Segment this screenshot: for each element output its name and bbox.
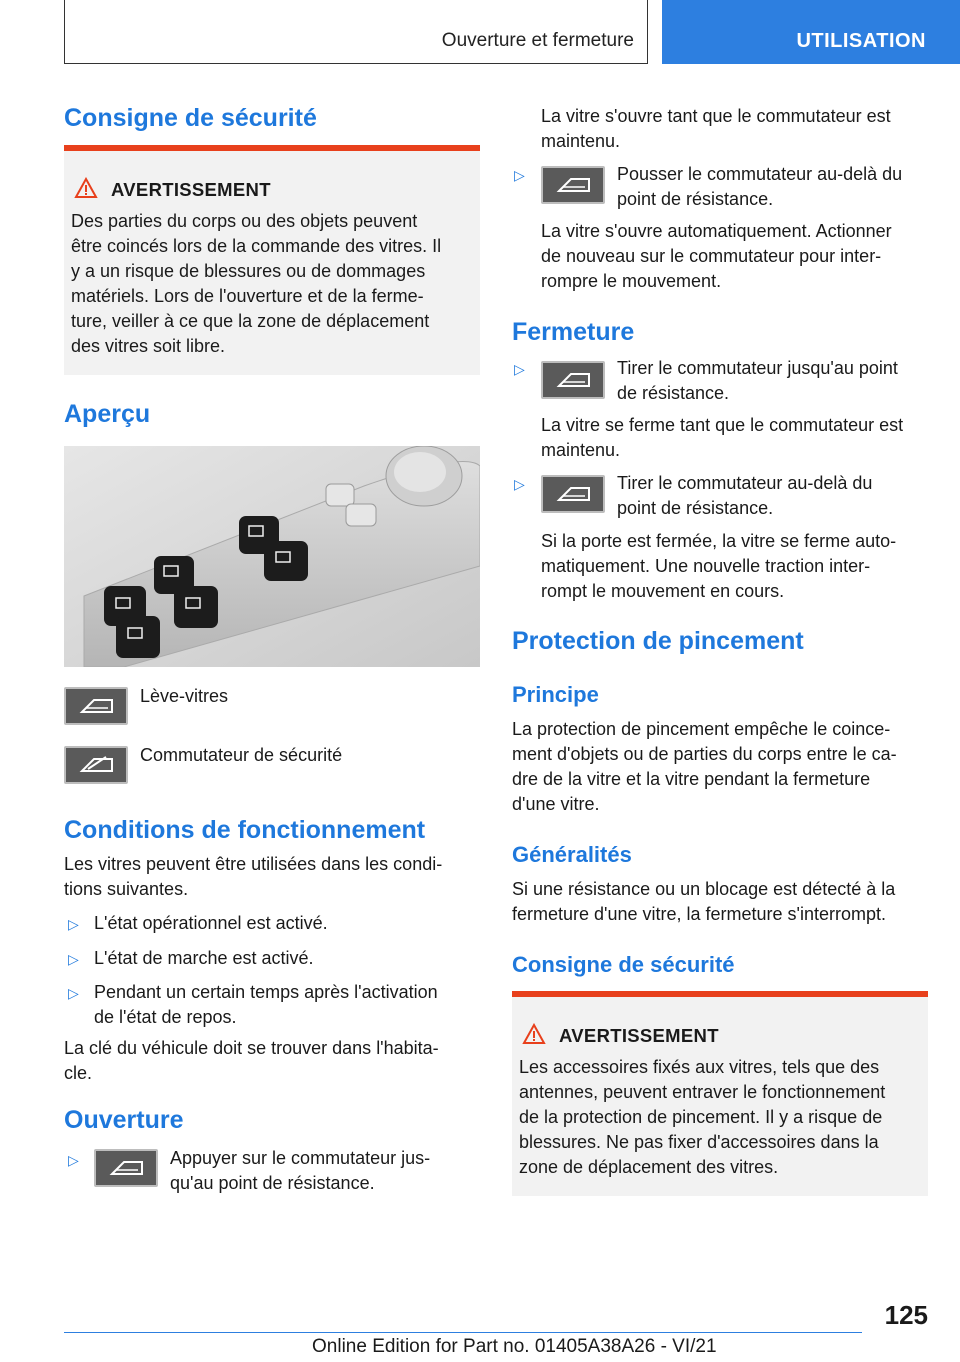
bullet-triangle-icon: ▷	[514, 476, 525, 492]
heading-principle: Principe	[512, 682, 599, 707]
footer-edition: Online Edition for Part no. 01405A38A26 - VI/21	[312, 1336, 717, 1357]
heading-pinch-protection: Protection de pincement	[512, 627, 804, 655]
header-tab	[662, 0, 960, 64]
principle-text: La protection de pincement empêche le coince- ment d'objets ou de parties du corps entre le ca- dre de la vitre et la vitre pendant la fermeture d'une vitre.	[512, 719, 897, 814]
bullet-triangle-icon: ▷	[68, 951, 79, 967]
conditions-intro: Les vitres peuvent être utilisées dans les condi- tions suivantes.	[64, 854, 443, 899]
header-section-title: Ouverture et fermeture	[441, 30, 634, 51]
closing-step-2-result: Si la porte est fermée, la vitre se ferme auto- matiquement. Une nouvelle traction inter- rompt le mouvement en cours.	[541, 531, 897, 601]
safety-switch-icon	[64, 746, 128, 784]
window-switch-photo	[64, 446, 480, 667]
symbol-2-label: Commutateur de sécurité	[140, 745, 343, 765]
opening-step-2: Pousser le commutateur au-delà du point de résistance.	[617, 164, 903, 209]
footer-divider	[64, 1332, 862, 1333]
bullet-triangle-icon: ▷	[68, 985, 79, 1001]
general-text: Si une résistance ou un blocage est détecté à la fermeture d'une vitre, la fermeture s'interrompt.	[512, 879, 896, 924]
closing-step-2: Tirer le commutateur au-delà du point de résistance.	[617, 473, 873, 518]
opening-step-1-result: La vitre s'ouvre tant que le commutateur est maintenu.	[541, 106, 891, 151]
warning-triangle-icon	[522, 1023, 546, 1045]
heading-conditions: Conditions de fonctionnement	[64, 816, 426, 844]
heading-opening: Ouverture	[64, 1106, 184, 1134]
window-switch-icon	[541, 166, 605, 204]
window-switch-icon	[541, 475, 605, 513]
warning-2-title: AVERTISSEMENT	[559, 1025, 719, 1046]
window-switch-icon	[64, 687, 128, 725]
condition-item: L'état opérationnel est activé.	[94, 913, 328, 933]
closing-step-1-result: La vitre se ferme tant que le commutateur est maintenu.	[541, 415, 904, 460]
conditions-note: La clé du véhicule doit se trouver dans l'habita- cle.	[64, 1038, 439, 1083]
bullet-triangle-icon: ▷	[514, 361, 525, 377]
symbol-1-label: Lève-vitres	[140, 686, 229, 706]
warning-1-title: AVERTISSEMENT	[111, 179, 271, 200]
bullet-triangle-icon: ▷	[68, 1152, 79, 1168]
header-tab-label: UTILISATION	[796, 30, 926, 52]
condition-item: L'état de marche est activé.	[94, 948, 314, 968]
heading-general: Généralités	[512, 842, 632, 867]
closing-step-1: Tirer le commutateur jusqu'au point de résistance.	[617, 358, 898, 403]
window-switch-icon	[541, 361, 605, 399]
warning-triangle-icon	[74, 177, 98, 199]
window-switch-icon	[94, 1149, 158, 1187]
heading-safety-2: Consigne de sécurité	[512, 952, 735, 977]
condition-item: Pendant un certain temps après l'activation de l'état de repos.	[94, 982, 438, 1027]
warning-box-1	[64, 145, 480, 375]
opening-step-2-result: La vitre s'ouvre automatiquement. Actionner de nouveau sur le commutateur pour inter- rompre le mouvement.	[541, 221, 892, 291]
warning-1-text: Des parties du corps ou des objets peuvent être coincés lors de la commande des vitres. Il y a un risque de blessures ou de dommages matériels. Lors de l'ouverture et de la ferme- ture, veiller à ce que la zone de déplacement des vitres soit libre.	[71, 211, 442, 356]
heading-safety: Consigne de sécurité	[64, 104, 317, 132]
page-number: 125	[884, 1300, 928, 1330]
opening-step-1: Appuyer sur le commutateur jus- qu'au point de résistance.	[170, 1148, 431, 1193]
bullet-triangle-icon: ▷	[514, 167, 525, 183]
heading-closing: Fermeture	[512, 318, 635, 346]
heading-overview: Aperçu	[64, 400, 151, 428]
warning-2-text: Les accessoires fixés aux vitres, tels que des antennes, peuvent entraver le fonctionnement de la protection de pincement. Il y a risque de blessures. Ne pas fixer d'accessoires dans la zone de déplacement des vitres.	[519, 1057, 886, 1177]
warning-box-2	[512, 991, 928, 1196]
bullet-triangle-icon: ▷	[68, 916, 79, 932]
